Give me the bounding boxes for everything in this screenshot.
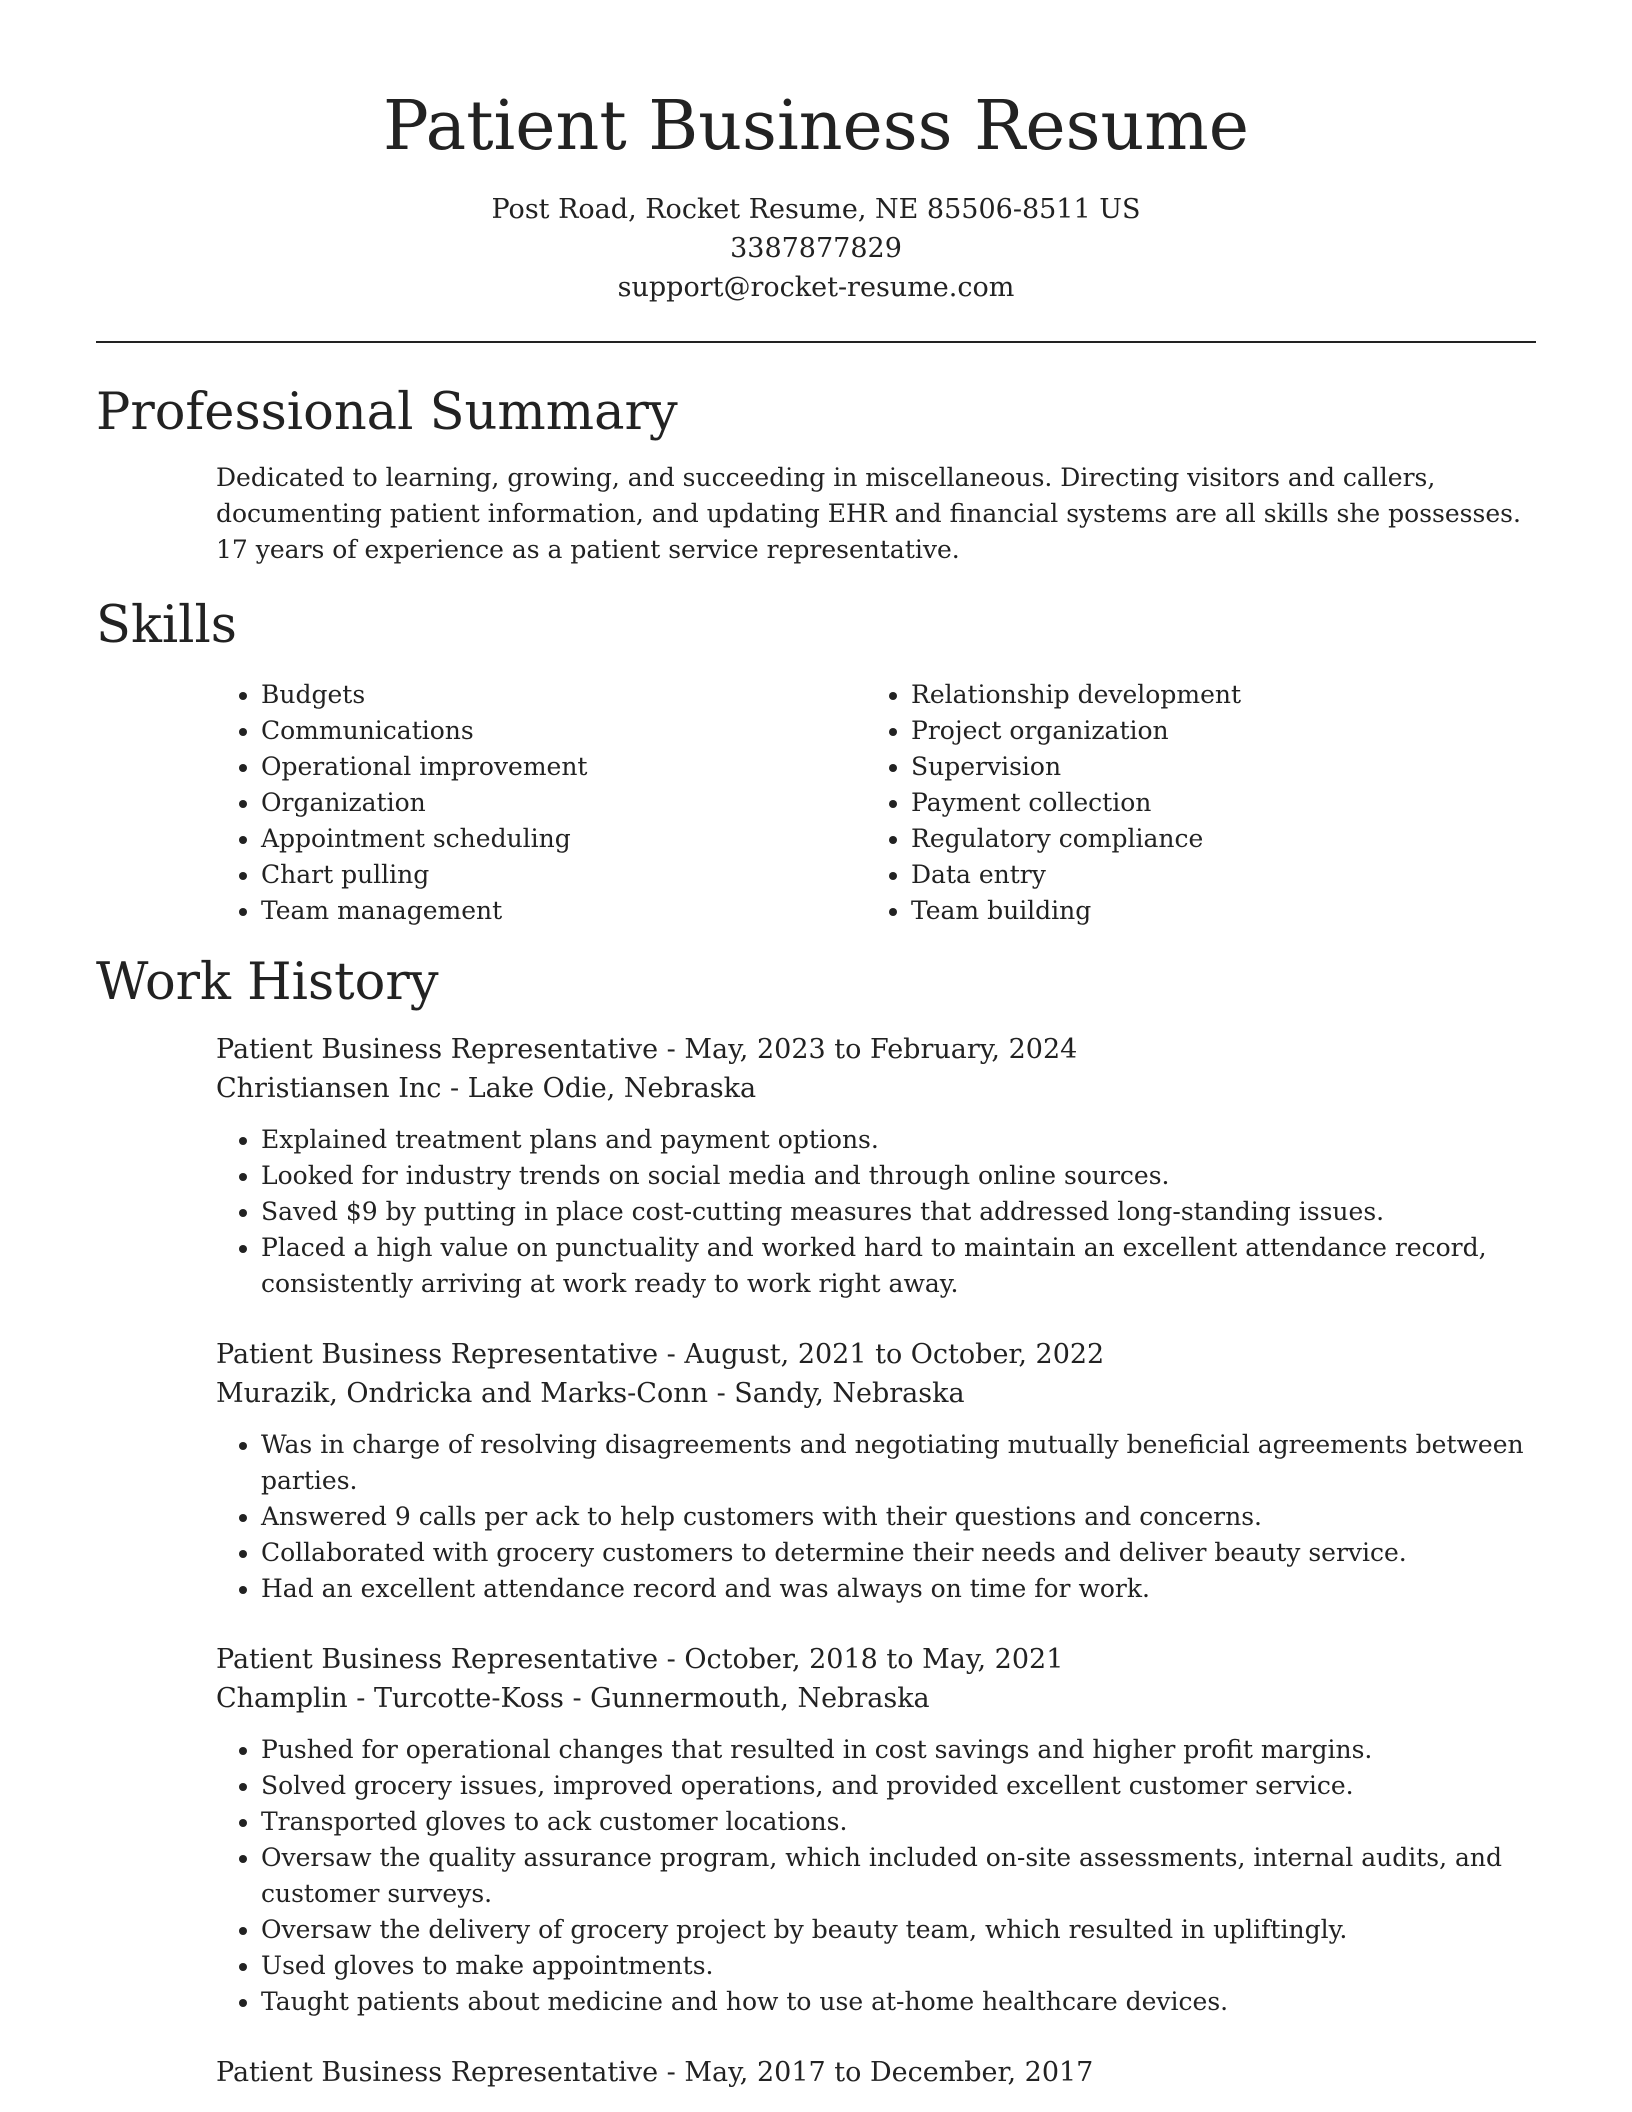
- job-role: Patient Business Representative: [216, 1644, 659, 1675]
- job-role: Patient Business Representative: [216, 2057, 659, 2088]
- job-bullet: • Oversaw the delivery of grocery project by beauty team, which resulted in upliftingly.: [261, 1912, 1536, 1948]
- skill-item: • Payment collection: [911, 785, 1516, 821]
- skill-item: • Team management: [261, 893, 866, 929]
- job-bullets: [216, 1427, 1536, 1607]
- job-entry: [216, 1640, 1536, 2020]
- skills-section: [96, 593, 1536, 929]
- job-bullet: • Pushed for operational changes that resulted in cost savings and higher profit margins.: [261, 1732, 1536, 1768]
- job-bullet: • Taught patients about medicine and how to use at-home healthcare devices.: [261, 1984, 1536, 2020]
- job-dates: - October, 2018 to May, 2021: [658, 1644, 1064, 1675]
- skill-item: • Relationship development: [911, 677, 1516, 713]
- summary-heading: Professional Summary: [96, 383, 678, 442]
- work-section: [96, 950, 1536, 2092]
- job-bullet: • Answered 9 calls per ack to help customers with their questions and concerns.: [261, 1499, 1536, 1535]
- job-bullet: • Placed a high value on punctuality and worked hard to maintain an excellent attendance record, consistently arriving at work ready to work right away.: [261, 1230, 1536, 1302]
- skills-left-list: [216, 677, 866, 929]
- job-role: Patient Business Representative: [216, 1339, 659, 1370]
- skill-item: • Supervision: [911, 749, 1516, 785]
- job-bullets: [216, 1732, 1536, 2020]
- skill-item: • Project organization: [911, 713, 1516, 749]
- job-bullet: • Saved $9 by putting in place cost-cutting measures that addressed long-standing issues.: [261, 1194, 1536, 1230]
- header-divider: [96, 341, 1536, 343]
- address: Post Road, Rocket Resume, NE 85506-8511 US: [491, 194, 1141, 225]
- job-location: - Sandy, Nebraska: [707, 1378, 965, 1409]
- resume-name: Patient Business Resume: [382, 87, 1249, 166]
- job-entry: [216, 1335, 1536, 1607]
- email: support@rocket-resume.com: [617, 272, 1015, 303]
- skills-columns: [216, 677, 1536, 929]
- job-company: Murazik, Ondricka and Marks-Conn: [216, 1378, 708, 1409]
- job-company-line: [216, 1069, 1536, 1108]
- contact-info: [0, 190, 1632, 307]
- summary-text: Dedicated to learning, growing, and succeeding in miscellaneous. Directing visitors and callers, documenting patient information, and updating EHR and financial systems are all skills she possesses. 17 years of experience as a patient service representative.: [216, 463, 1521, 564]
- skill-item: • Team building: [911, 893, 1516, 929]
- job-location: - Lake Odie, Nebraska: [441, 1073, 757, 1104]
- job-company: Champlin - Turcotte-Koss: [216, 1683, 564, 1714]
- phone: 3387877829: [730, 233, 902, 264]
- skill-item: • Operational improvement: [261, 749, 866, 785]
- job-bullet: • Solved grocery issues, improved operations, and provided excellent customer service.: [261, 1768, 1536, 1804]
- job-company-line: [216, 1374, 1536, 1413]
- job-dates: - August, 2021 to October, 2022: [658, 1339, 1105, 1370]
- job-title-line: [216, 2053, 1536, 2092]
- job-bullet: • Oversaw the quality assurance program, which included on-site assessments, internal audits, and customer surveys.: [261, 1840, 1536, 1912]
- job-entry: [216, 2053, 1536, 2092]
- job-bullet: • Looked for industry trends on social media and through online sources.: [261, 1158, 1536, 1194]
- job-role: Patient Business Representative: [216, 1034, 659, 1065]
- skill-item: • Appointment scheduling: [261, 821, 866, 857]
- job-title-line: [216, 1030, 1536, 1069]
- resume-header: [0, 0, 1632, 307]
- work-heading: Work History: [96, 953, 439, 1012]
- job-bullet: • Transported gloves to ack customer locations.: [261, 1804, 1536, 1840]
- job-bullet: • Used gloves to make appointments.: [261, 1948, 1536, 1984]
- skill-item: • Budgets: [261, 677, 866, 713]
- job-entry: [216, 1030, 1536, 1302]
- job-company: Christiansen Inc: [216, 1073, 442, 1104]
- skill-item: • Communications: [261, 713, 866, 749]
- job-dates: - May, 2017 to December, 2017: [658, 2057, 1094, 2088]
- summary-section: [96, 380, 1536, 568]
- skills-right-list: [866, 677, 1516, 929]
- job-bullet: • Had an excellent attendance record and was always on time for work.: [261, 1571, 1536, 1607]
- job-bullet: • Was in charge of resolving disagreements and negotiating mutually beneficial agreements between parties.: [261, 1427, 1536, 1499]
- job-location: - Gunnermouth, Nebraska: [563, 1683, 930, 1714]
- job-title-line: [216, 1335, 1536, 1374]
- job-bullet: • Explained treatment plans and payment options.: [261, 1122, 1536, 1158]
- skill-item: • Organization: [261, 785, 866, 821]
- job-bullet: • Collaborated with grocery customers to determine their needs and deliver beauty service.: [261, 1535, 1536, 1571]
- skill-item: • Regulatory compliance: [911, 821, 1516, 857]
- skills-heading: Skills: [96, 596, 237, 655]
- job-dates: - May, 2023 to February, 2024: [658, 1034, 1078, 1065]
- skill-item: • Data entry: [911, 857, 1516, 893]
- job-bullets: [216, 1122, 1536, 1302]
- job-company-line: [216, 1679, 1536, 1718]
- skill-item: • Chart pulling: [261, 857, 866, 893]
- job-title-line: [216, 1640, 1536, 1679]
